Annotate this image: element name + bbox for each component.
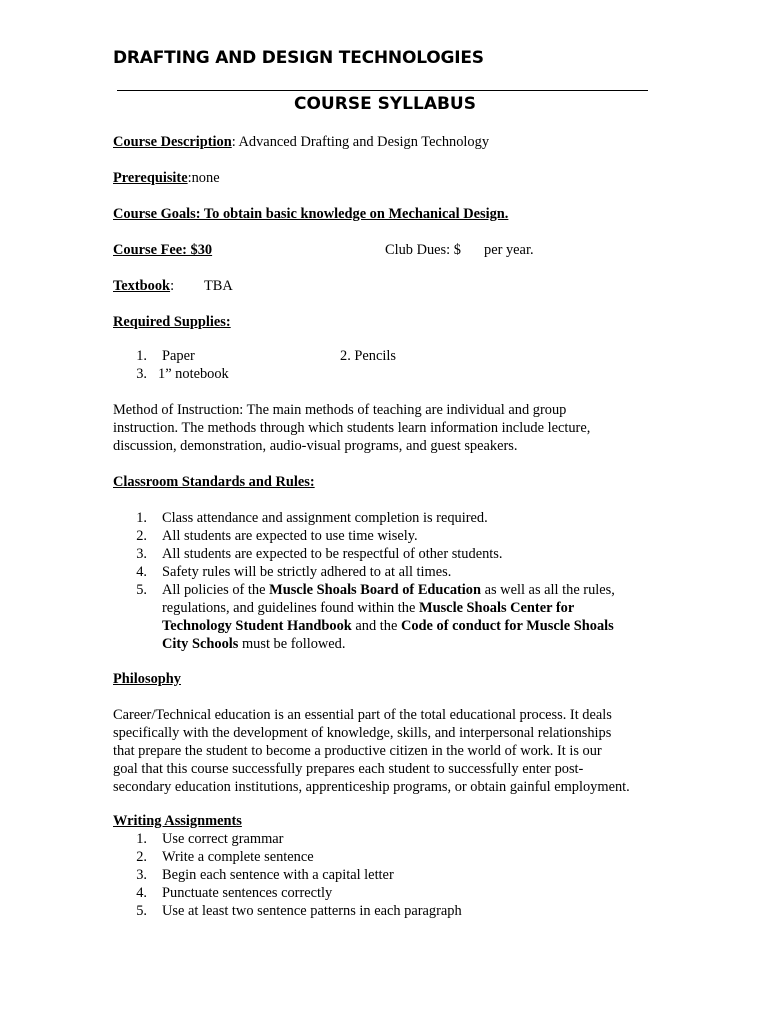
supply-item: 2. Pencils bbox=[340, 348, 396, 364]
supply-number: 1. bbox=[136, 348, 147, 364]
writing-item: Begin each sentence with a capital letter bbox=[162, 867, 394, 883]
course-description-label: Course Description bbox=[113, 134, 232, 150]
text-run: regulations, and guidelines found within the bbox=[162, 600, 419, 616]
textbook bbox=[113, 277, 174, 295]
classroom-rules-heading: Classroom Standards and Rules: bbox=[113, 474, 315, 490]
rule-item-5-line-2 bbox=[162, 599, 574, 617]
writing-number: 4. bbox=[136, 885, 147, 901]
prerequisite-value: none bbox=[191, 170, 220, 186]
text-run: must be followed. bbox=[238, 636, 346, 652]
textbook-value: TBA bbox=[204, 278, 233, 294]
philosophy-paragraph bbox=[113, 706, 673, 796]
rule-item: All students are expected to be respectful of other students. bbox=[162, 546, 503, 562]
document-subtitle: COURSE SYLLABUS bbox=[294, 94, 476, 114]
method-of-instruction bbox=[113, 401, 673, 455]
course-description-value: Advanced Drafting and Design Technology bbox=[235, 134, 490, 150]
writing-assignments-heading: Writing Assignments bbox=[113, 813, 242, 829]
writing-item: Write a complete sentence bbox=[162, 849, 314, 865]
writing-number: 3. bbox=[136, 867, 147, 883]
document-title: DRAFTING AND DESIGN TECHNOLOGIES bbox=[113, 48, 484, 68]
course-description bbox=[113, 133, 489, 151]
paragraph-line: secondary education institutions, apprenticeship programs, or obtain gainful employment. bbox=[113, 779, 630, 795]
text-run-bold: Code of conduct for Muscle Shoals bbox=[400, 618, 614, 634]
text-run-bold: Technology Student Handbook bbox=[162, 618, 352, 634]
rule-number: 1. bbox=[136, 510, 147, 526]
supply-item: Paper bbox=[162, 348, 195, 364]
rule-number: 3. bbox=[136, 546, 147, 562]
rule-item-5-line-4 bbox=[162, 635, 345, 653]
supply-number: 3. bbox=[136, 366, 147, 382]
course-description-sep: : bbox=[231, 134, 236, 150]
paragraph-line: Career/Technical education is an essential part of the total educational process. It deals bbox=[113, 707, 612, 723]
rule-number: 4. bbox=[136, 564, 147, 580]
club-dues-label: Club Dues: $ bbox=[385, 242, 461, 258]
prerequisite-sep: : bbox=[187, 170, 192, 186]
textbook-label: Textbook bbox=[113, 278, 171, 294]
writing-item: Use at least two sentence patterns in each paragraph bbox=[162, 903, 462, 919]
writing-item: Use correct grammar bbox=[162, 831, 284, 847]
text-run-bold: Muscle Shoals Board of Education bbox=[269, 582, 481, 598]
course-goals: Course Goals: To obtain basic knowledge on Mechanical Design. bbox=[113, 206, 509, 222]
club-dues-suffix: per year. bbox=[484, 242, 534, 258]
text-run: and the bbox=[351, 618, 401, 634]
writing-number: 5. bbox=[136, 903, 147, 919]
paragraph-line: specifically with the development of knowledge, skills, and interpersonal relationships bbox=[113, 725, 612, 741]
philosophy-heading: Philosophy bbox=[113, 671, 181, 687]
required-supplies-heading: Required Supplies: bbox=[113, 314, 231, 330]
paragraph-line: discussion, demonstration, audio-visual programs, and guest speakers. bbox=[113, 438, 518, 454]
text-run-bold: Muscle Shoals Center for bbox=[419, 600, 575, 616]
writing-number: 2. bbox=[136, 849, 147, 865]
paragraph-line: goal that this course successfully prepares each student to successfully enter post- bbox=[113, 761, 584, 777]
rule-number: 5. bbox=[136, 582, 147, 598]
prerequisite-label: Prerequisite bbox=[113, 170, 188, 186]
writing-item: Punctuate sentences correctly bbox=[162, 885, 333, 901]
textbook-sep: : bbox=[170, 278, 175, 294]
rule-item-5-line-3 bbox=[162, 617, 614, 635]
course-fee: Course Fee: $30 bbox=[113, 242, 213, 258]
title-rule bbox=[117, 90, 648, 91]
rule-item: All students are expected to use time wisely. bbox=[162, 528, 418, 544]
paragraph-line: that prepare the student to become a productive citizen in the world of work. It is our bbox=[113, 743, 602, 759]
rule-number: 2. bbox=[136, 528, 147, 544]
prerequisite bbox=[113, 169, 220, 187]
rule-item: Safety rules will be strictly adhered to at all times. bbox=[162, 564, 452, 580]
text-run: All policies of the bbox=[162, 582, 270, 598]
text-run-bold: City Schools bbox=[162, 636, 239, 652]
rule-item-5-line-1 bbox=[162, 581, 615, 599]
rule-item: Class attendance and assignment completion is required. bbox=[162, 510, 488, 526]
paragraph-line: instruction. The methods through which students learn information include lecture, bbox=[113, 420, 591, 436]
supply-item: 1” notebook bbox=[158, 366, 229, 382]
text-run: as well as all the rules, bbox=[481, 582, 615, 598]
writing-number: 1. bbox=[136, 831, 147, 847]
paragraph-line: Method of Instruction: The main methods of teaching are individual and group bbox=[113, 402, 567, 418]
